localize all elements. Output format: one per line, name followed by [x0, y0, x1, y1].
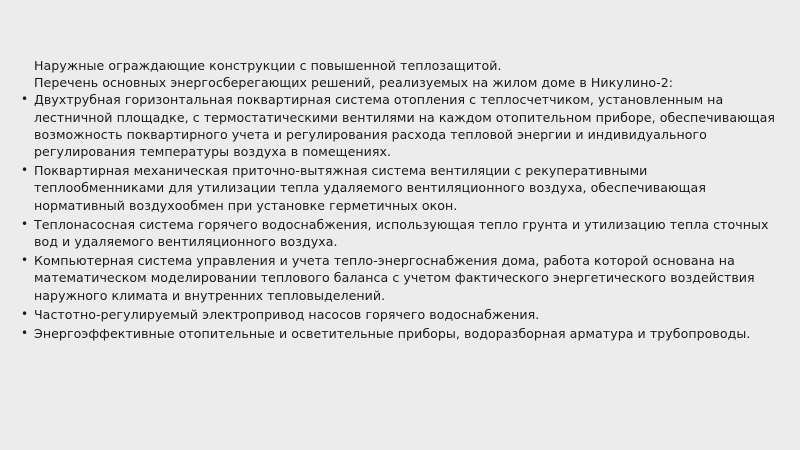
list-item-text: Энергоэффективные отопительные и осветительные приборы, водоразборная арматура и трубопроводы. — [34, 326, 751, 342]
bullet-icon: • — [21, 306, 29, 321]
energy-saving-list — [21, 91, 781, 342]
list-item-text: Теплонасосная система горячего водоснабжения, использующая тепло грунта и утилизацию тепла сточных вод и удаляемого вентиляционного воздуха. — [34, 216, 769, 250]
list-item — [21, 252, 781, 304]
intro-line-1: Наружные ограждающие конструкции с повышенной теплозащитой. — [34, 58, 502, 73]
list-item — [21, 325, 781, 342]
slide-body — [21, 57, 781, 344]
bullet-icon: • — [21, 253, 29, 268]
bullet-icon: • — [21, 163, 29, 178]
list-item-text: Двухтрубная горизонтальная поквартирная система отопления с теплосчетчиком, установленным на лестничной площадке, с термостатическими вентилями на каждом отопительном приборе, обеспечивающая возможность поквартирного учета и регулирования расхода тепловой энергии и индивидуального регулирования температуры воздуха в помещениях. — [34, 92, 776, 160]
intro-line-2: Перечень основных энергосберегающих решений, реализуемых на жилом доме в Никулино-2: — [34, 75, 674, 91]
list-item-text: Частотно-регулируемый электропривод насосов горячего водоснабжения. — [34, 306, 540, 322]
list-item — [21, 162, 781, 214]
list-item-text: Поквартирная механическая приточно-вытяжная система вентиляции с рекуперативными теплообменниками для утилизации тепла удаляемого вентиляционного воздуха, обеспечивающая нормативный воздухообмен при установке герметичных окон. — [34, 163, 706, 213]
list-item — [21, 306, 781, 323]
bullet-icon: • — [21, 92, 29, 107]
list-item — [21, 216, 781, 250]
bullet-icon: • — [21, 216, 29, 231]
bullet-icon: • — [21, 326, 29, 341]
list-item-text: Компьютерная система управления и учета тепло-энергоснабжения дома, работа которой основана на математическом моделировании теплового баланса с учетом фактического энергетического воздействия наружного климата и внутренних тепловыделений. — [34, 253, 755, 303]
list-item — [21, 91, 781, 160]
